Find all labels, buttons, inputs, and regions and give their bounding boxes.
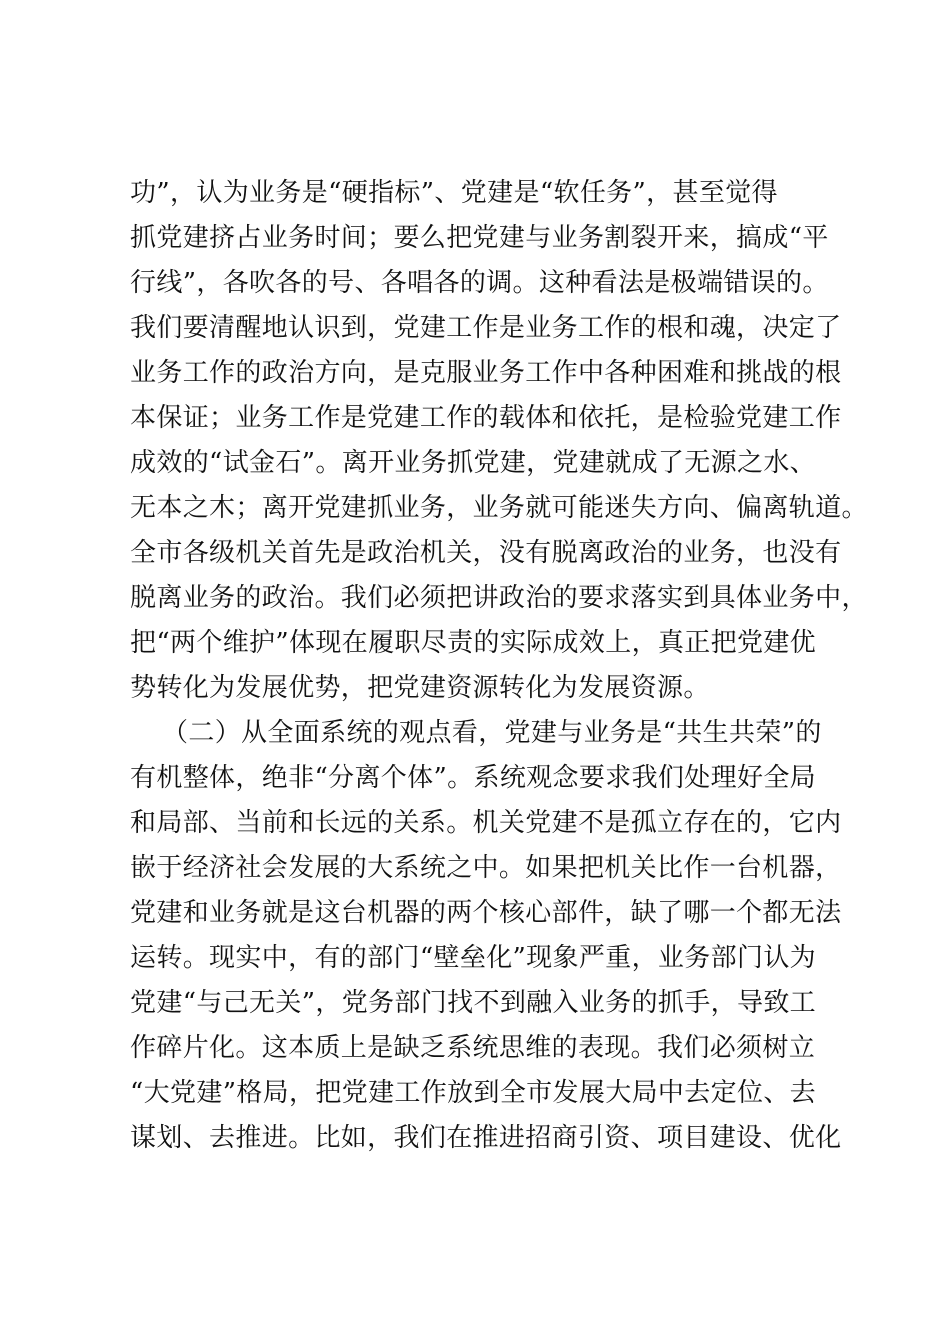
text-line: 作碎片化。这本质上是缺乏系统思维的表现。我们必须树立 bbox=[130, 1033, 816, 1063]
section-heading-line: （二）从全面系统的观点看，党建与业务是“共生共荣”的 bbox=[162, 718, 822, 748]
text-line: 党建“与己无关”，党务部门找不到融入业务的抓手，导致工 bbox=[130, 988, 817, 1018]
text-line: 行线”，各吹各的号、各唱各的调。这种看法是极端错误的。 bbox=[130, 268, 829, 298]
body-text bbox=[130, 171, 868, 1161]
text-line: 功”，认为业务是“硬指标”、党建是“软任务”，甚至觉得 bbox=[130, 178, 778, 208]
text-line: 有机整体，绝非“分离个体”。系统观念要求我们处理好全局 bbox=[130, 763, 817, 793]
text-line: 抓党建挤占业务时间；要么把党建与业务割裂开来，搞成“平 bbox=[130, 223, 829, 253]
text-line: 势转化为发展优势，把党建资源转化为发展资源。 bbox=[130, 673, 710, 703]
text-line: 党建和业务就是这台机器的两个核心部件，缺了哪一个都无法 bbox=[130, 898, 842, 928]
text-line: 谋划、去推进。比如，我们在推进招商引资、项目建设、优化 bbox=[130, 1123, 842, 1153]
text-line: “大党建”格局，把党建工作放到全市发展大局中去定位、去 bbox=[130, 1078, 817, 1108]
text-line: 成效的“试金石”。离开业务抓党建，党建就成了无源之水、 bbox=[130, 448, 817, 478]
text-line: 脱离业务的政治。我们必须把讲政治的要求落实到具体业务中， bbox=[130, 583, 868, 613]
text-line: 嵌于经济社会发展的大系统之中。如果把机关比作一台机器， bbox=[130, 853, 842, 883]
text-line: 把“两个维护”体现在履职尽责的实际成效上，真正把党建优 bbox=[130, 628, 817, 658]
text-line: 和局部、当前和长远的关系。机关党建不是孤立存在的，它内 bbox=[130, 808, 842, 838]
text-line: 我们要清醒地认识到，党建工作是业务工作的根和魂，决定了 bbox=[130, 313, 842, 343]
text-line: 本保证；业务工作是党建工作的载体和依托，是检验党建工作 bbox=[130, 403, 842, 433]
text-line: 无本之木；离开党建抓业务，业务就可能迷失方向、偏离轨道。 bbox=[130, 493, 868, 523]
text-line: 业务工作的政治方向，是克服业务工作中各种困难和挑战的根 bbox=[130, 358, 842, 388]
text-line: 全市各级机关首先是政治机关，没有脱离政治的业务，也没有 bbox=[130, 538, 842, 568]
text-line: 运转。现实中，有的部门“壁垒化”现象严重，业务部门认为 bbox=[130, 943, 817, 973]
